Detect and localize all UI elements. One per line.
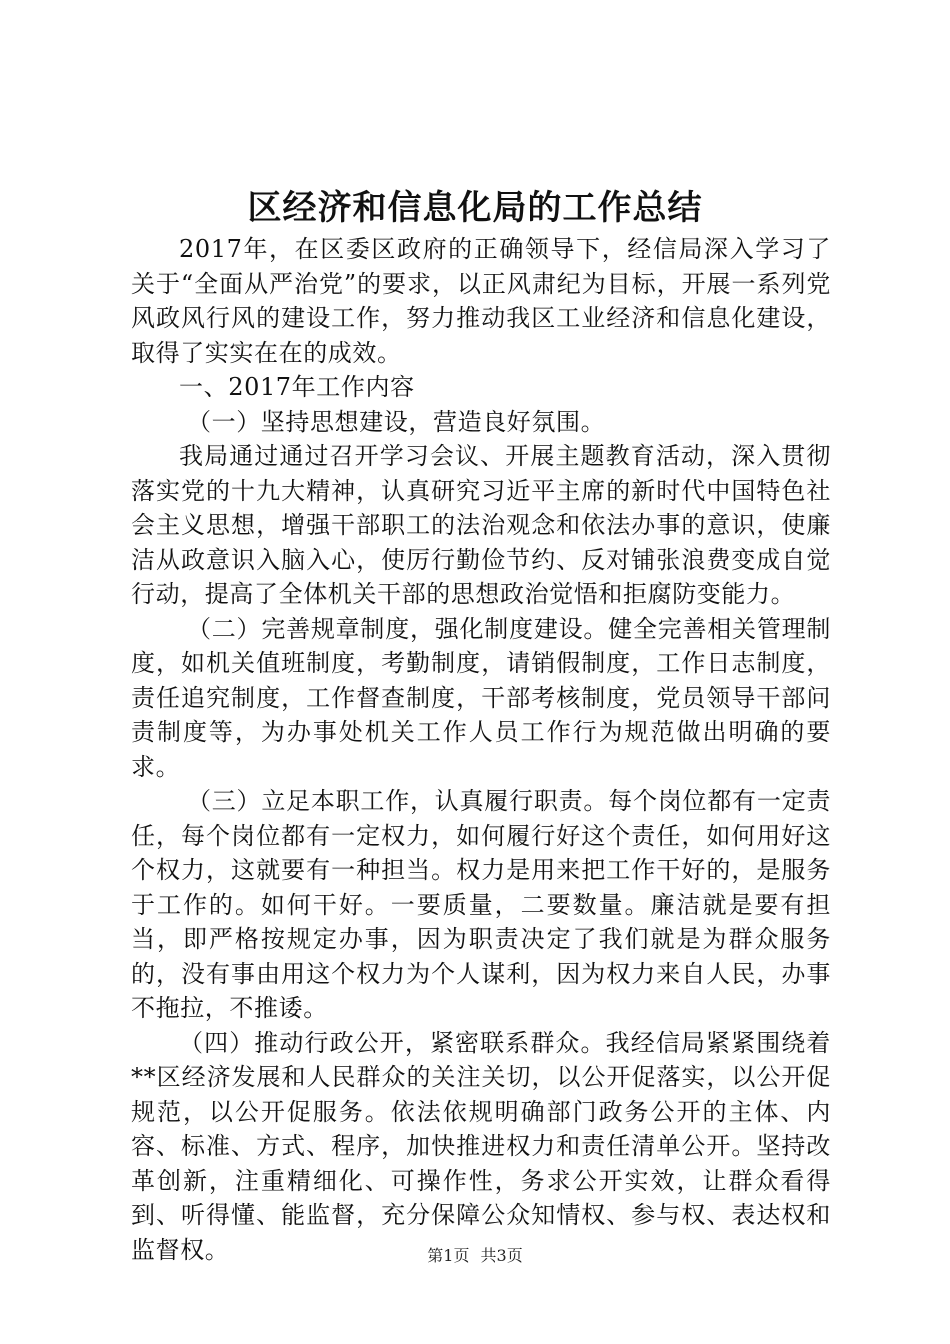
paragraph-rules: （二）完善规章制度，强化制度建设。健全完善相关管理制度，如机关值班制度，考勤制度，请销假制度，工作日志制度，责任追究制度，工作督查制度，干部考核制度，党员领导干部问责制度等，为办事处机关工作人员工作行为规范做出明确的要求。 [131, 614, 831, 781]
section-heading: 一、2017年工作内容 [179, 373, 415, 401]
document-body [131, 232, 831, 1267]
document-title: 区经济和信息化局的工作总结 [247, 188, 703, 228]
page-footer [0, 1246, 950, 1266]
subsection-heading: （一）坚持思想建设，营造良好氛围。 [187, 407, 606, 436]
page-total: 共3页 [480, 1246, 523, 1265]
paragraph-intro: 2017年，在区委区政府的正确领导下，经信局深入学习了关于“全面从严治党”的要求，以正风肃纪为目标，开展一系列党风政风行风的建设工作，努力推动我区工业经济和信息化建设，取得了实实在在的成效。 [131, 235, 831, 367]
paragraph-ideology: 我局通过通过召开学习会议、开展主题教育活动，深入贯彻落实党的十九大精神，认真研究习近平主席的新时代中国特色社会主义思想，增强干部职工的法治观念和依法办事的意识，使廉洁从政意识入脑入心，使厉行勤俭节约、反对铺张浪费变成自觉行动，提高了全体机关干部的思想政治觉悟和拒腐防变能力。 [131, 442, 831, 608]
page-number: 第1页 [427, 1246, 470, 1265]
paragraph-openness: （四）推动行政公开，紧密联系群众。我经信局紧紧围绕着**区经济发展和人民群众的关注关切，以公开促落实，以公开促规范，以公开促服务。依法依规明确部门政务公开的主体、内容、标准、方式、程序，加快推进权力和责任清单公开。坚持改革创新，注重精细化、可操作性，务求公开实效，让群众看得到、听得懂、能监督，充分保障公众知情权、参与权、表达权和监督权。 [131, 1028, 831, 1264]
paragraph-duties: （三）立足本职工作，认真履行职责。每个岗位都有一定责任，每个岗位都有一定权力，如何履行好这个责任，如何用好这个权力，这就要有一种担当。权力是用来把工作干好的，是服务于工作的。如何干好。一要质量，二要数量。廉洁就是要有担当，即严格按规定办事，因为职责决定了我们就是为群众服务的，没有事由用这个权力为个人谋利，因为权力来自人民，办事不拖拉，不推诿。 [131, 787, 831, 1022]
